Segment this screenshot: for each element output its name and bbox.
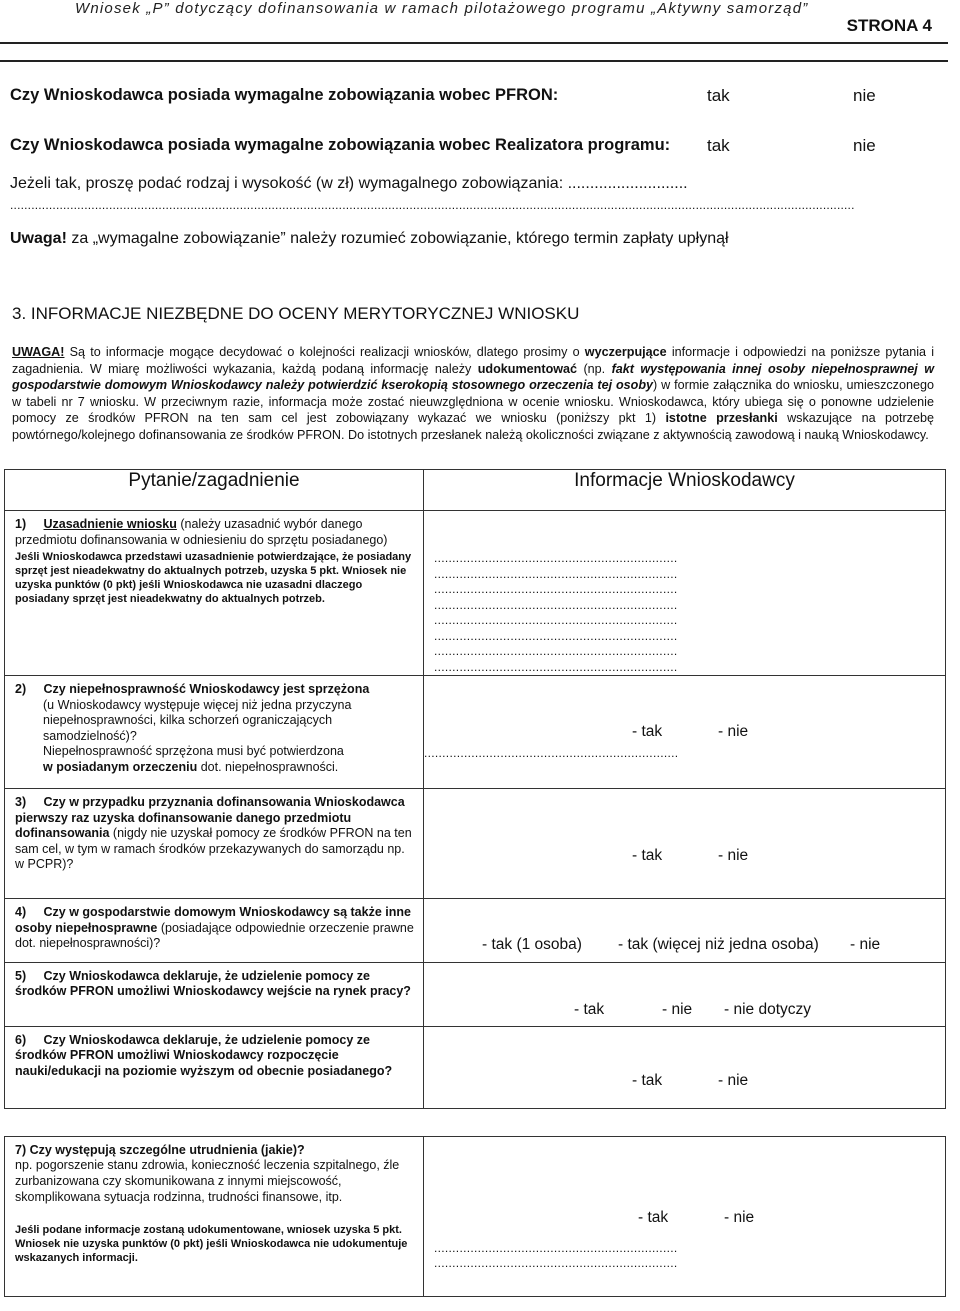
column-header-info: Informacje Wnioskodawcy: [424, 470, 946, 511]
answer-nie-option[interactable]: - nie: [718, 723, 749, 740]
note-text: wskazujące na potrzebę powtórnego/kolejnego dofinansowania ze środków PFRON. Do istotnych przesłanek należą okoliczności związane z aktywnością zawodową i nauką Wnioskodawcy.: [12, 411, 934, 442]
note-bold: udokumentować: [477, 361, 578, 376]
question-4: [5, 899, 424, 963]
answer-7[interactable]: [424, 1136, 946, 1296]
answer-nie-option[interactable]: - nie: [662, 1000, 693, 1018]
question-text: (nigdy nie uzyskał pomocy ze środków PFRON na ten sam cel, w tym w ramach środków przekazywanych do samorządu np. w PCPR)?: [15, 826, 412, 872]
note-text: (np.: [577, 361, 612, 376]
answer-nie-option[interactable]: - nie: [718, 847, 749, 864]
answer-not-applicable-option[interactable]: - nie dotyczy: [724, 1000, 812, 1018]
fill-line[interactable]: ...................................................................: [434, 659, 678, 674]
table-row-spacer: [5, 1108, 946, 1136]
answer-fill-lines[interactable]: [424, 1241, 677, 1272]
question-3: [5, 789, 424, 899]
answer-nie-option[interactable]: - nie: [724, 1208, 755, 1226]
question-text: np. pogorszenie stanu zdrowia, konieczność leczenia szpitalnego, źle zurbanizowana czy skomunikowana z innymi miejscowość, skomplikowana sytuacja rodzinna, trudności finansowe, itp.: [15, 1158, 400, 1204]
note-bold-italic: fakt występowania innej osoby niepełnosprawnej w gospodarstwie domowym Wnioskodawcy należy potwierdzić kserokopią stosownego orzeczenia tej osoby: [12, 361, 934, 392]
section-3-heading: 3. INFORMACJE NIEZBĘDNE DO OCENY MERYTORYCZNEJ WNIOSKU: [12, 304, 580, 323]
fill-line[interactable]: ...................................................................: [434, 644, 678, 658]
question-title: 7) Czy występują szczególne utrudnienia (jakie)?: [15, 1142, 305, 1157]
question-number: 5): [15, 968, 27, 983]
table-row: [5, 1136, 946, 1296]
table-header-row: [5, 470, 946, 511]
spacer-cell: [5, 1108, 424, 1136]
question-text: (posiadające odpowiednie orzeczenie prawne dot. niepełnosprawności)?: [15, 920, 414, 951]
question-text: (u Wnioskodawcy występuje więcej niż jedna przyczyna niepełnosprawności, kilka schorzeń ograniczających samodzielność)?: [43, 697, 352, 743]
answer-fill-line[interactable]: ......................................................................: [424, 746, 679, 760]
answer-tak-option[interactable]: - tak: [632, 723, 663, 740]
answer-fill-lines[interactable]: [424, 511, 945, 675]
question-title: Uzasadnienie wniosku: [43, 517, 177, 531]
answer-tak-option[interactable]: - tak: [638, 1208, 669, 1226]
question-number: 6): [15, 1032, 27, 1047]
answer-tak-option[interactable]: - tak: [632, 847, 663, 864]
answer-3[interactable]: [424, 789, 946, 899]
scoring-note: Jeśli Wnioskodawca przedstawi uzasadnienie potwierdzające, że posiadany sprzęt jest nieadekwatny do aktualnych potrzeb, uzyska 5 pkt. Wniosek nie uzyska punktów (0 pkt) jeśli Wnioskodawca nie uzasadni dlaczego posiadany sprzęt jest nieadekwatny do aktualnych potrzeb.: [15, 551, 412, 606]
question-number: 2): [15, 682, 27, 696]
page-number: STRONA 4: [846, 16, 932, 35]
fill-line[interactable]: ...................................................................: [434, 566, 678, 581]
answer-nie-option[interactable]: - nie: [850, 936, 881, 953]
fill-line[interactable]: ...................................................................: [434, 1256, 678, 1271]
realizator-obligation-question: Czy Wnioskodawca posiada wymagalne zobowiązania wobec Realizatora programu:: [10, 136, 671, 154]
table-row: [5, 899, 946, 963]
uwaga-label: Uwaga!: [10, 230, 67, 247]
header-divider-2: [0, 60, 948, 62]
pfron-tak-option[interactable]: tak: [707, 86, 730, 105]
scoring-note: Jeśli podane informacje zostaną udokumentowane, wniosek uzyska 5 pkt. Wniosek nie uzyska punktów (0 pkt) jeśli Wnioskodawca nie udokumentuje wskazanych informacji.: [15, 1224, 408, 1265]
header-divider: [0, 42, 948, 44]
question-2: [5, 676, 424, 789]
realizator-tak-option[interactable]: tak: [707, 136, 730, 155]
question-title: Czy Wnioskodawca deklaruje, że udzielenie pomocy ze środków PFRON umożliwi Wnioskodawcy rozpoczęcie nauki/edukacji na poziomie wyższym od obecnie posiadanego?: [15, 1032, 393, 1078]
table-row: [5, 511, 946, 676]
fill-line[interactable]: ...................................................................: [434, 628, 678, 643]
question-5: [5, 962, 424, 1026]
answer-tak-many-option[interactable]: - tak (więcej niż jedna osoba): [618, 936, 819, 953]
question-text: dot. niepełnosprawności.: [197, 759, 339, 774]
fill-line[interactable]: ...................................................................: [434, 582, 678, 596]
note-bold: istotne przesłanki: [665, 411, 778, 425]
question-title: Czy w przypadku przyznania dofinansowania Wnioskodawca pierwszy raz uzyska dofinansowanie danego przedmiotu dofinansowania: [15, 795, 405, 841]
fill-line[interactable]: ...................................................................: [434, 613, 678, 627]
answer-nie-option[interactable]: - nie: [718, 1071, 749, 1089]
note-bold: wyczerpujące: [584, 345, 667, 359]
question-6: [5, 1026, 424, 1108]
question-number: 3): [15, 795, 27, 809]
question-bold-text: w posiadanym orzeczeniu: [43, 759, 198, 774]
question-title: Czy w gospodarstwie domowym Wnioskodawcy są także inne osoby niepełnosprawne: [15, 905, 411, 935]
column-header-question: Pytanie/zagadnienie: [5, 470, 424, 511]
question-1: [5, 511, 424, 676]
question-title: Czy Wnioskodawca deklaruje, że udzielenie pomocy ze środków PFRON umożliwi Wnioskodawcy wejście na rynek pracy?: [15, 968, 411, 999]
table-row: [5, 789, 946, 899]
fill-line[interactable]: ...................................................................: [434, 551, 678, 565]
document-header-title: Wniosek „P” dotyczący dofinansowania w ramach pilotażowego programu „Aktywny samorząd”: [75, 0, 809, 17]
fill-line[interactable]: ...................................................................: [434, 1240, 678, 1255]
question-number: 1): [15, 517, 27, 531]
question-number: 4): [15, 905, 27, 919]
obligation-kind-fill-line[interactable]: ...............................................................................................................................................................................................................................................: [10, 198, 855, 212]
answer-tak-option[interactable]: - tak: [632, 1071, 663, 1089]
pfron-obligation-question: Czy Wnioskodawca posiada wymagalne zobowiązania wobec PFRON:: [10, 86, 559, 104]
answer-6[interactable]: [424, 1026, 946, 1108]
merit-assessment-table: [4, 469, 946, 1297]
uwaga-note: [10, 230, 729, 248]
table-row: [5, 676, 946, 789]
note-text: Są to informacje mogące decydować o kolejności realizacji wniosków, dlatego prosimy o: [64, 345, 585, 359]
pfron-nie-option[interactable]: nie: [853, 86, 876, 105]
question-text: (należy uzasadnić wybór danego przedmiotu dofinansowania w odniesieniu do sprzętu posiadanego): [15, 517, 388, 547]
note-text: ) w formie załącznika do wniosku, umieszczonego w tabeli nr 7 wniosku. W przeciwnym razie, informacja może zostać nieuwzględniona w ocenie wniosku. Wnioskodawca, który ubiega się o ponowne udzielenie pomocy ze środków PFRON na ten sam cel jest zobowiązany wykazać we wniosku (poniższy pkt 1): [12, 378, 934, 425]
note-label: UWAGA!: [12, 345, 65, 359]
realizator-nie-option[interactable]: nie: [853, 136, 876, 155]
answer-4[interactable]: [424, 899, 946, 963]
section-3-note: [12, 344, 934, 443]
answer-5[interactable]: [424, 962, 946, 1026]
spacer-cell: [424, 1108, 946, 1136]
answer-2[interactable]: [424, 676, 946, 789]
note-text: informacje i odpowiedzi na poniższe pytania i zagadnienia. W miarę możliwości wykazania, każdą podaną informację należy: [12, 345, 934, 376]
answer-tak-option[interactable]: - tak: [574, 1000, 605, 1018]
question-title: Czy niepełnosprawność Wnioskodawcy jest sprzężona: [43, 682, 370, 696]
table-row: [5, 1026, 946, 1108]
table-row: [5, 962, 946, 1026]
answer-tak-one-option[interactable]: - tak (1 osoba): [482, 936, 582, 953]
answer-1[interactable]: [424, 511, 946, 676]
question-7: [5, 1136, 424, 1296]
uwaga-text: za „wymagalne zobowiązanie” należy rozumieć zobowiązanie, którego termin zapłaty upłynął: [66, 230, 729, 247]
fill-line[interactable]: ...................................................................: [434, 597, 678, 612]
question-text: Niepełnosprawność sprzężona musi być potwierdzona: [43, 744, 344, 759]
obligation-kind-question[interactable]: Jeżeli tak, proszę podać rodzaj i wysokość (w zł) wymagalnego zobowiązania: ...........................: [10, 175, 688, 192]
